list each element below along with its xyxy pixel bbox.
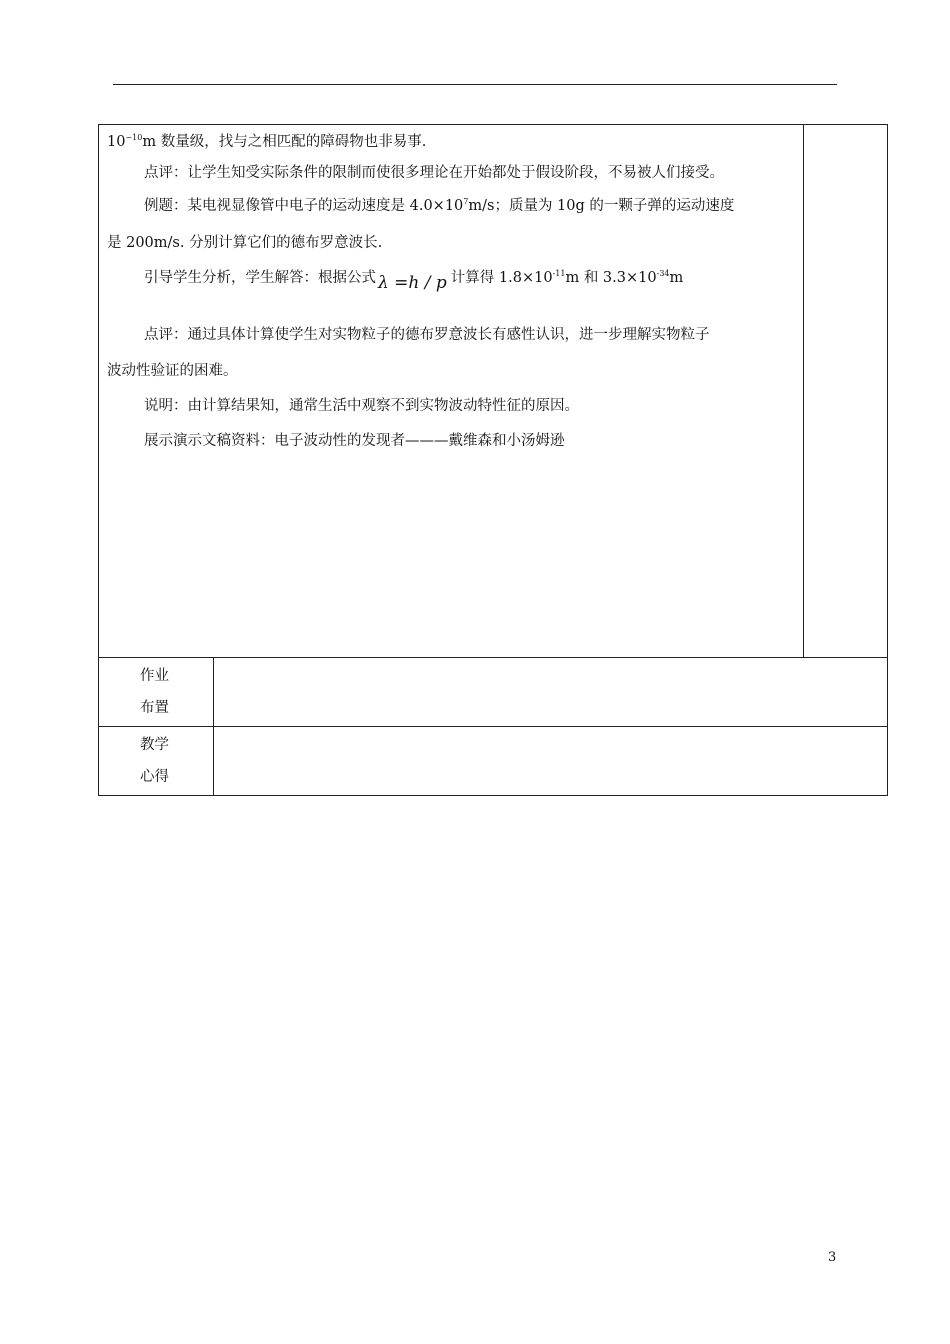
reflection-row: [98, 727, 888, 796]
text-line-7: 波动性验证的困难。: [107, 363, 238, 379]
formula: λ =h / p: [378, 273, 447, 293]
homework-label: 作业 布置: [99, 658, 214, 726]
text-line-5: 引导学生分析，学生解答：根据公式 λ =h / p 计算得 $1.8\times 10^{-11}m$ 和 $3.3\times 10^{-34}m$: [144, 269, 684, 293]
column-divider: [803, 124, 804, 658]
text-line-2: 点评：让学生知受实际条件的限制而使很多理论在开始都处于假设阶段，不易被人们接受。: [144, 165, 724, 181]
text-line-6: 点评：通过具体计算使学生对实物粒子的德布罗意波长有感性认识，进一步理解实物粒子: [144, 327, 710, 343]
homework-row: [98, 658, 888, 727]
text-line-9: 展示演示文稿资料：电子波动性的发现者———戴维森和小汤姆逊: [144, 433, 565, 449]
reflection-label: 教学 心得: [99, 727, 214, 795]
text-line-3: 例题：某电视显像管中电子的运动速度是 $4.0\times 10^7m/s$；质量为 10g 的一颗子弹的运动速度: [144, 197, 735, 214]
text-line-4: 是 200m/s. 分别计算它们的德布罗意波长.: [107, 235, 383, 251]
text-line-1: $10^{-10}m$ 数量级，找与之相匹配的障碍物也非易事.: [107, 133, 427, 150]
header-rule: [113, 84, 837, 85]
page-number: 3: [828, 1250, 837, 1265]
text-line-8: 说明：由计算结果知，通常生活中观察不到实物波动特性征的原因。: [144, 398, 579, 414]
